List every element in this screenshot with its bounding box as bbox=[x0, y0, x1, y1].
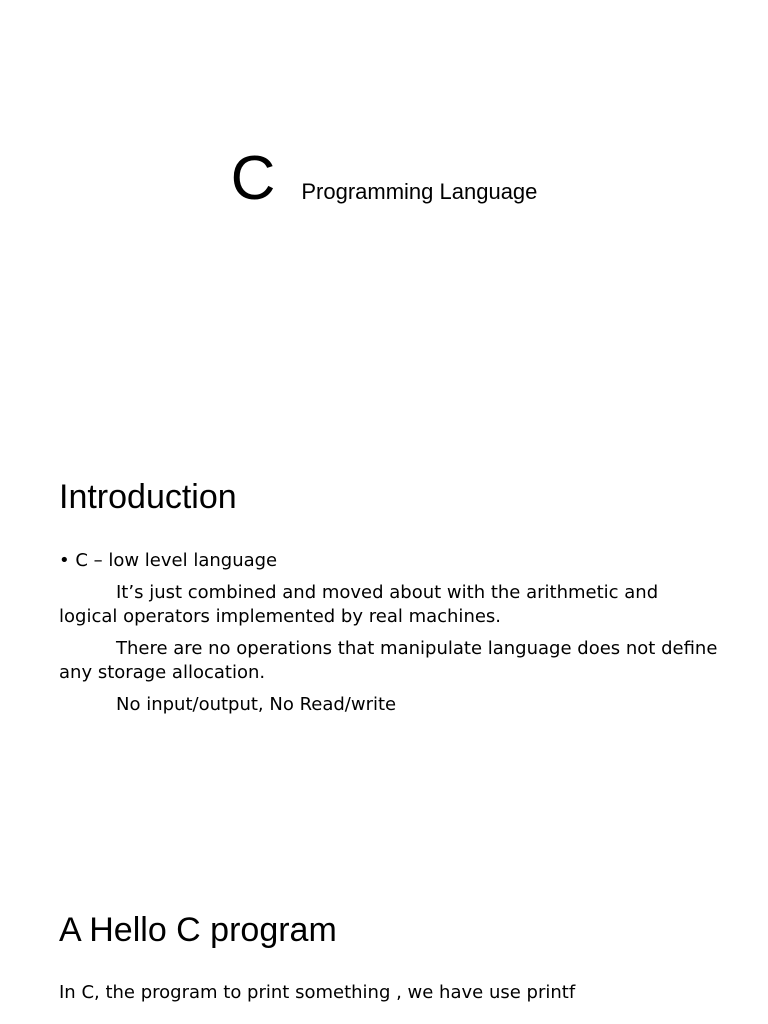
paragraph-1: It’s just combined and moved about with the arithmetic and logical operators implemented by real machines. bbox=[59, 582, 659, 627]
title-subtitle: Programming Language bbox=[301, 179, 538, 204]
hello-heading: A Hello C program bbox=[59, 911, 337, 949]
paragraph-3: No input/output, No Read/write bbox=[116, 694, 397, 715]
introduction-body bbox=[59, 549, 719, 717]
introduction-heading: Introduction bbox=[59, 478, 237, 516]
bullet-item: • C – low level language bbox=[59, 550, 278, 571]
hello-text: In C, the program to print something , we have use printf bbox=[59, 982, 576, 1003]
title-letter: C bbox=[230, 144, 276, 213]
slide-title bbox=[0, 144, 768, 213]
paragraph-2: There are no operations that manipulate language does not define any storage allocation. bbox=[59, 638, 718, 683]
